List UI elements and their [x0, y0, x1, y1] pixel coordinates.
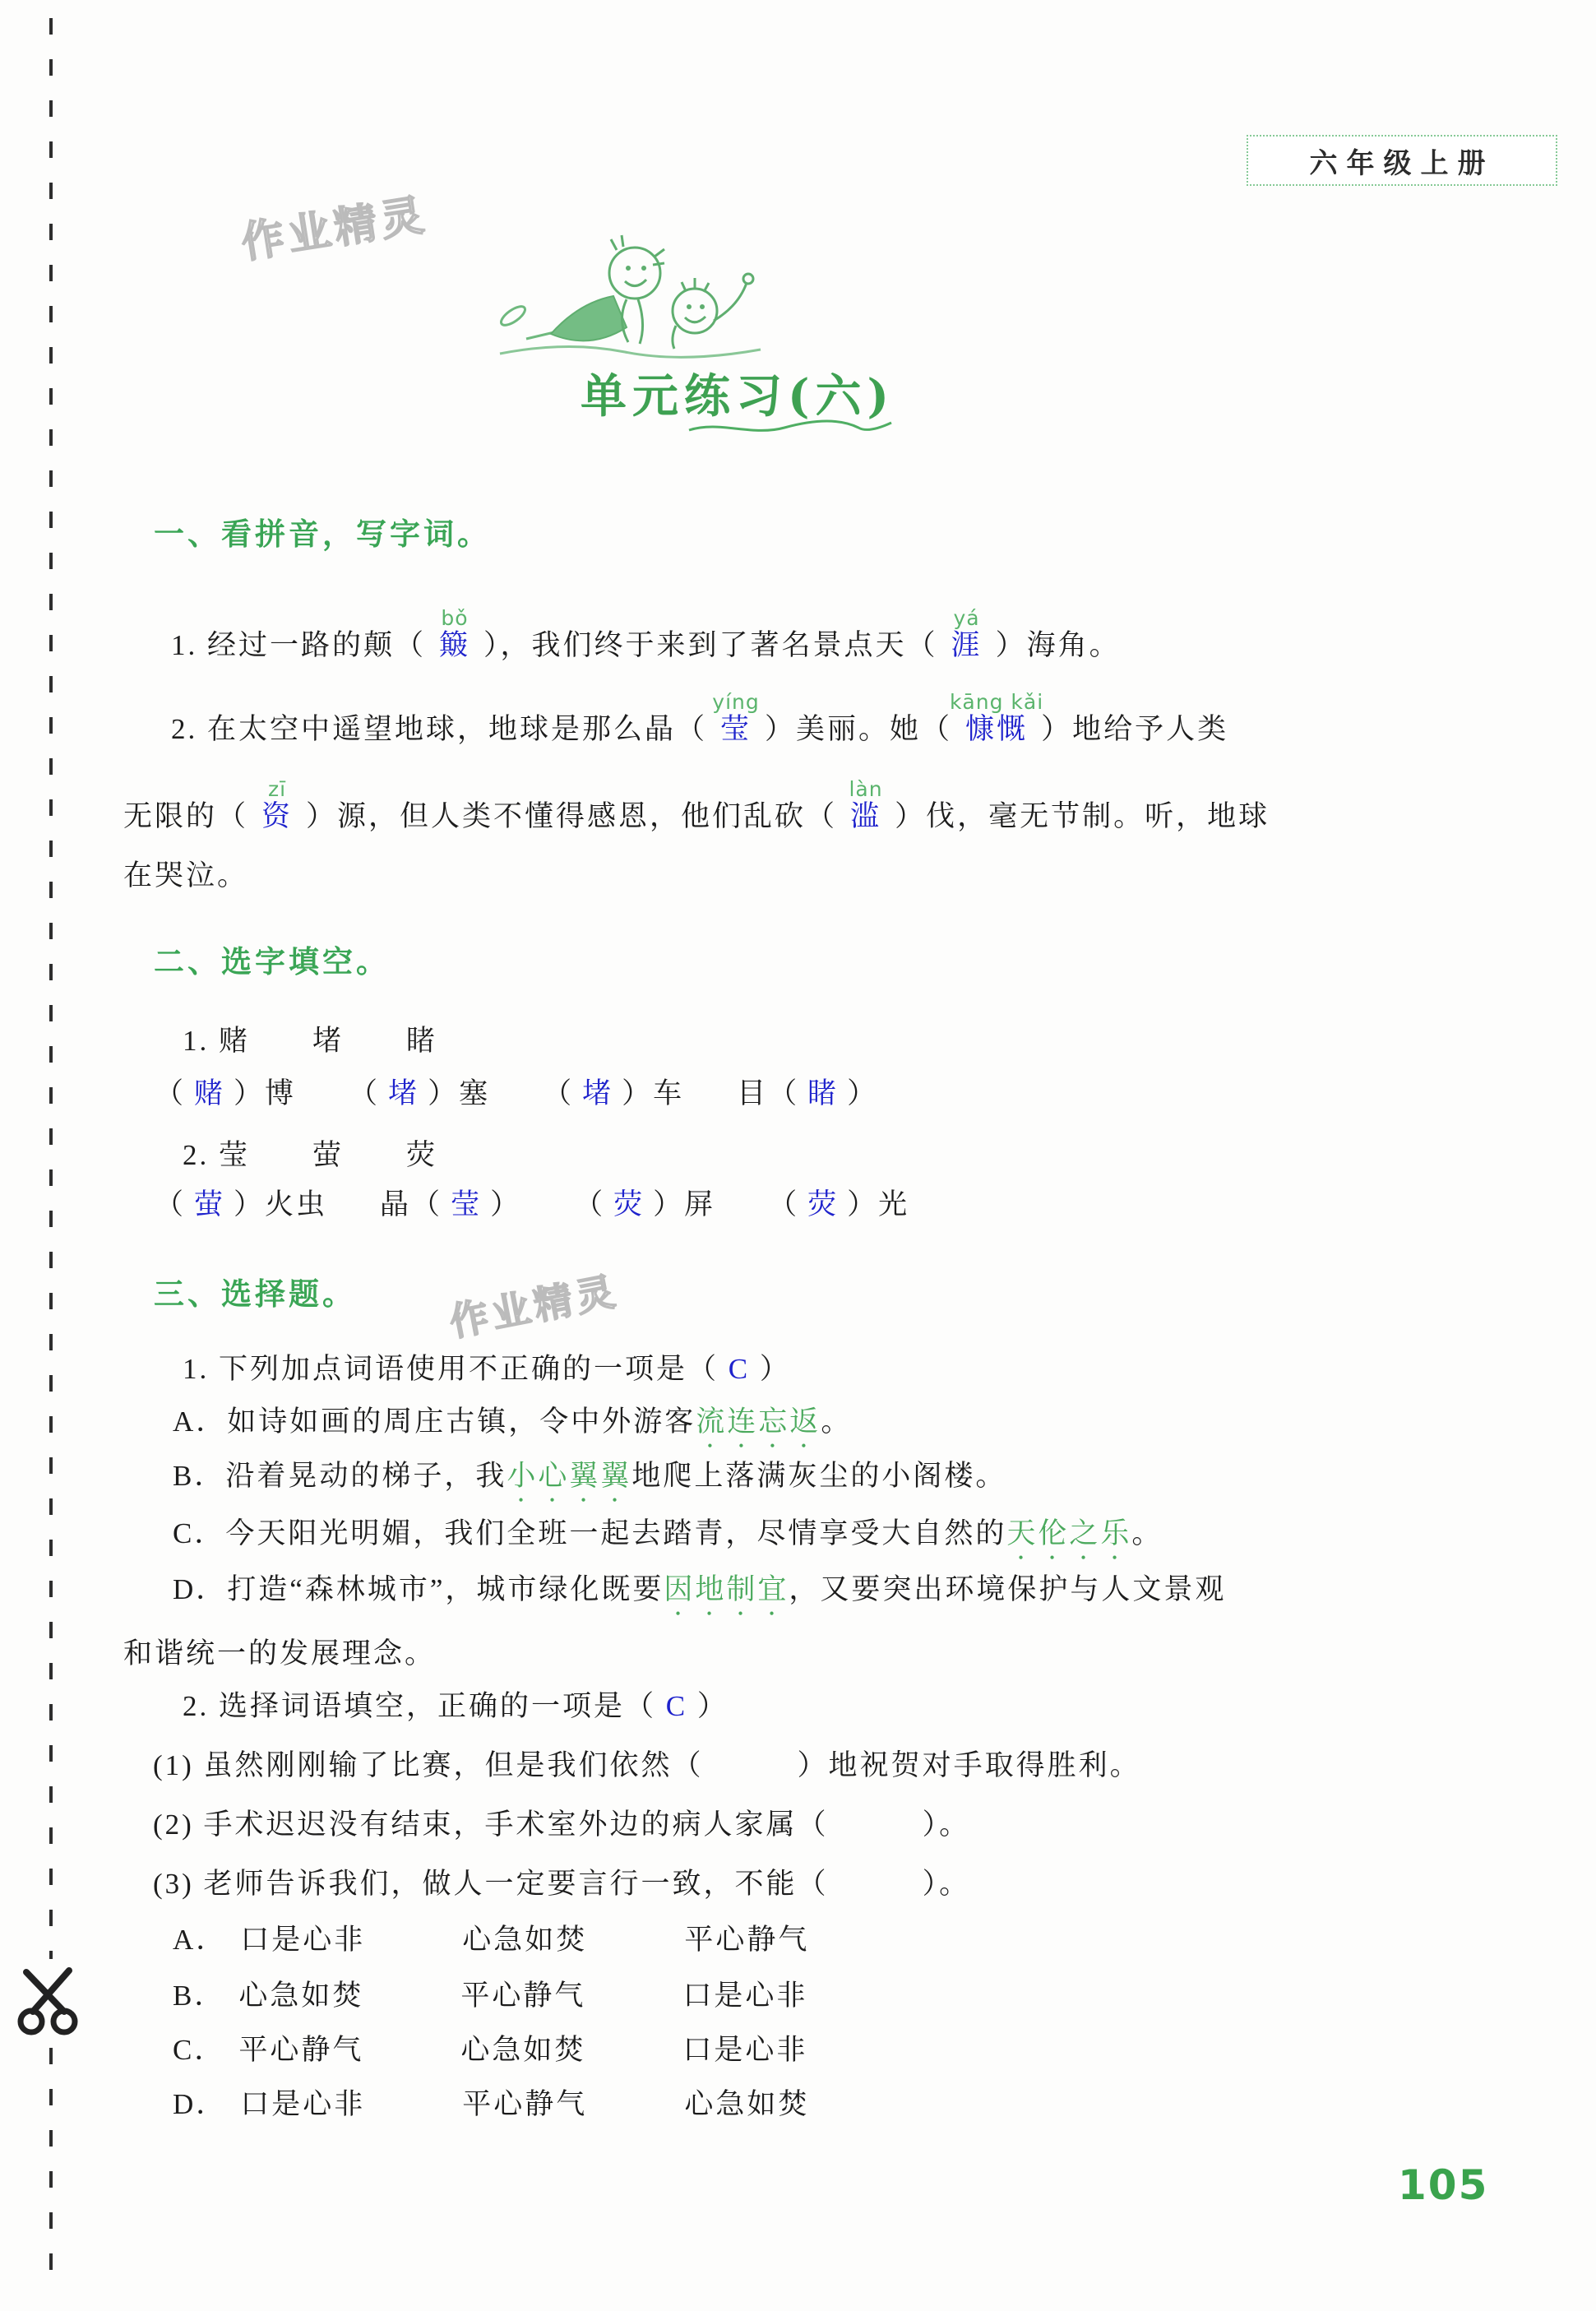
answer-blank — [837, 777, 895, 836]
section3-q2-sub2: (2) 手术迟迟没有结束，手术室外边的病人家属（ ）。 — [153, 1809, 971, 1841]
answer-blank — [707, 690, 765, 748]
idiom: 平心静气 — [238, 2034, 364, 2066]
fill-item — [380, 1186, 521, 1224]
answer-blank — [426, 606, 483, 665]
text: 沿着晃动的梯子，我 — [225, 1460, 507, 1492]
section3-q2-choice-a — [173, 1921, 809, 1959]
idiom: 口是心非 — [240, 2088, 366, 2120]
answer-text: 荧 — [807, 1188, 840, 1220]
option-label: D． — [173, 2088, 228, 2120]
section3-q1-option-d — [173, 1571, 1226, 1622]
option-label: A． — [173, 1924, 228, 1956]
fill-item — [349, 1075, 490, 1113]
text: 晶（ — [380, 1188, 443, 1220]
idiom: 心急如焚 — [238, 1980, 364, 2012]
cut-line-top — [49, 18, 53, 1959]
section3-heading: 三、选择题。 — [154, 1276, 356, 1312]
section3-q2-choice-b — [173, 1977, 807, 2015]
text: 打造“森林城市”，城市绿化既要 — [227, 1573, 664, 1605]
section2-group1-fills — [155, 1075, 878, 1113]
section1-q2-line2 — [123, 777, 1270, 836]
section3-q2-sub1: (1) 虽然刚刚输了比赛，但是我们依然（ ）地祝贺对手取得胜利。 — [153, 1749, 1141, 1781]
text: ）伐，毫无节制。听，地球 — [895, 800, 1270, 832]
text: ） — [490, 1188, 522, 1220]
option-label: C． — [173, 1517, 226, 1549]
title-underline-flourish — [687, 415, 893, 442]
pinyin-label: yá — [953, 606, 980, 630]
text: （ — [155, 1188, 187, 1220]
emphasized-idiom: 小心翼翼 — [507, 1460, 632, 1492]
section1-heading: 一、看拼音，写字词。 — [154, 516, 491, 552]
grade-label: 六年级上册 — [1309, 146, 1495, 180]
text: ）塞 — [428, 1077, 491, 1109]
text: 1. 下列加点词语使用不正确的一项是（ — [183, 1353, 729, 1385]
section2-heading: 二、选字填空。 — [154, 944, 390, 980]
answer-text: 堵 — [582, 1077, 614, 1109]
answer-text: 荧 — [613, 1188, 645, 1220]
emphasized-idiom: 流连忘返 — [696, 1406, 821, 1438]
text: ）美丽。她（ — [765, 713, 953, 745]
text: ）地给予人类 — [1041, 713, 1229, 745]
answer-blank — [949, 690, 1044, 748]
answer-text: 簸 — [439, 629, 471, 661]
text: 如诗如画的周庄古镇，令中外游客 — [227, 1406, 696, 1438]
idiom: 平心静气 — [460, 1980, 586, 2012]
idiom: 平心静气 — [462, 2088, 588, 2120]
emphasized-idiom: 天伦之乐 — [1006, 1517, 1132, 1549]
text: 地爬上落满灰尘的小阁楼。 — [631, 1460, 1007, 1492]
text: ） — [847, 1077, 879, 1109]
pinyin-label: làn — [849, 777, 883, 801]
section3-q1-option-b — [173, 1457, 1006, 1508]
section3-q1-option-a — [173, 1403, 852, 1454]
idiom: 心急如焚 — [460, 2034, 586, 2066]
answer-text: 睹 — [807, 1077, 840, 1109]
text: ，又要突出环境保护与人文景观 — [789, 1573, 1227, 1605]
answer-letter: C — [665, 1690, 688, 1722]
scissors-icon — [15, 1964, 87, 2040]
pinyin-label: zī — [267, 777, 287, 801]
grade-label-box — [1247, 135, 1557, 186]
section2-group1-chars: 1. 赌 堵 睹 — [183, 1025, 438, 1057]
fill-item — [155, 1075, 296, 1113]
section2-group2-fills — [155, 1186, 909, 1224]
answer-text: 资 — [261, 800, 294, 832]
answer-text: 慷慨 — [965, 713, 1029, 745]
fill-item — [768, 1186, 909, 1224]
answer-letter: C — [728, 1353, 751, 1385]
text: ）火虫 — [234, 1188, 328, 1220]
text: ）屏 — [653, 1188, 716, 1220]
text: 2. 选择词语填空，正确的一项是（ — [183, 1690, 666, 1722]
text: ）博 — [234, 1077, 297, 1109]
section1-q2-line3: 在哭泣。 — [123, 859, 249, 892]
text: （ — [768, 1188, 800, 1220]
idiom: 口是心非 — [682, 1980, 808, 2012]
section3-q2 — [183, 1688, 729, 1725]
idiom: 平心静气 — [684, 1924, 810, 1956]
text: 无限的（ — [123, 800, 249, 832]
text: （ — [349, 1077, 381, 1109]
option-label: B． — [173, 1980, 226, 2012]
kids-illustration — [493, 229, 765, 373]
option-label: B． — [173, 1460, 226, 1492]
answer-text: 赌 — [194, 1077, 226, 1109]
section3-q2-choice-d — [173, 2086, 809, 2123]
text: 1. 经过一路的颠（ — [171, 629, 427, 661]
answer-text: 涯 — [951, 629, 983, 661]
section3-q1-option-c — [173, 1515, 1163, 1566]
text: ） — [687, 1690, 729, 1722]
text: ）光 — [847, 1188, 910, 1220]
text: 。 — [821, 1406, 853, 1438]
text: 目（ — [737, 1077, 800, 1109]
watermark-top: 作业精灵 — [238, 190, 432, 269]
answer-text: 堵 — [388, 1077, 420, 1109]
section3-q1 — [183, 1350, 791, 1388]
text: 今天阳光明媚，我们全班一起去踏青，尽情享受大自然的 — [225, 1517, 1007, 1549]
fill-item — [737, 1075, 878, 1113]
page-title: 单元练习(六) — [581, 369, 895, 424]
section3-q1-option-d-cont: 和谐统一的发展理念。 — [123, 1637, 437, 1670]
text: ）车 — [622, 1077, 685, 1109]
pinyin-label: bǒ — [441, 606, 469, 630]
answer-blank — [248, 777, 306, 836]
fill-item — [543, 1075, 684, 1113]
pinyin-label: yíng — [712, 690, 760, 714]
watermark-middle: 作业精灵 — [446, 1268, 623, 1346]
fill-item — [155, 1186, 327, 1224]
text: （ — [543, 1077, 575, 1109]
text: ）源，但人类不懂得感恩，他们乱砍（ — [306, 800, 838, 832]
fill-item — [574, 1186, 715, 1224]
text: 2. 在太空中遥望地球，地球是那么晶（ — [171, 713, 708, 745]
section1-q2-line1 — [171, 690, 1229, 748]
section2-group2-chars: 2. 莹 萤 荧 — [183, 1139, 438, 1171]
idiom: 口是心非 — [682, 2034, 808, 2066]
text: ），我们终于来到了著名景点天（ — [483, 629, 938, 661]
page-number: 105 — [1398, 2161, 1489, 2209]
text: （ — [574, 1188, 606, 1220]
idiom: 口是心非 — [240, 1924, 366, 1956]
idiom: 心急如焚 — [462, 1924, 588, 1956]
option-label: A． — [173, 1406, 228, 1438]
option-label: C． — [173, 2034, 226, 2066]
section3-q2-choice-c — [173, 2031, 807, 2069]
text: ）海角。 — [995, 629, 1121, 661]
section3-q2-sub3: (3) 老师告诉我们，做人一定要言行一致，不能（ ）。 — [153, 1868, 971, 1900]
text: ） — [750, 1353, 791, 1385]
pinyin-label: kāng kǎi — [949, 690, 1044, 714]
cut-line-bottom — [49, 2048, 53, 2295]
text: （ — [155, 1077, 187, 1109]
text: 。 — [1131, 1517, 1163, 1549]
answer-text: 萤 — [194, 1188, 226, 1220]
option-label: D． — [173, 1573, 228, 1605]
answer-text: 滥 — [850, 800, 882, 832]
answer-blank — [938, 606, 996, 665]
emphasized-idiom: 因地制宜 — [664, 1573, 789, 1605]
section1-q1 — [171, 606, 1121, 665]
answer-text: 莹 — [451, 1188, 483, 1220]
answer-text: 莹 — [720, 713, 752, 745]
idiom: 心急如焚 — [684, 2088, 810, 2120]
